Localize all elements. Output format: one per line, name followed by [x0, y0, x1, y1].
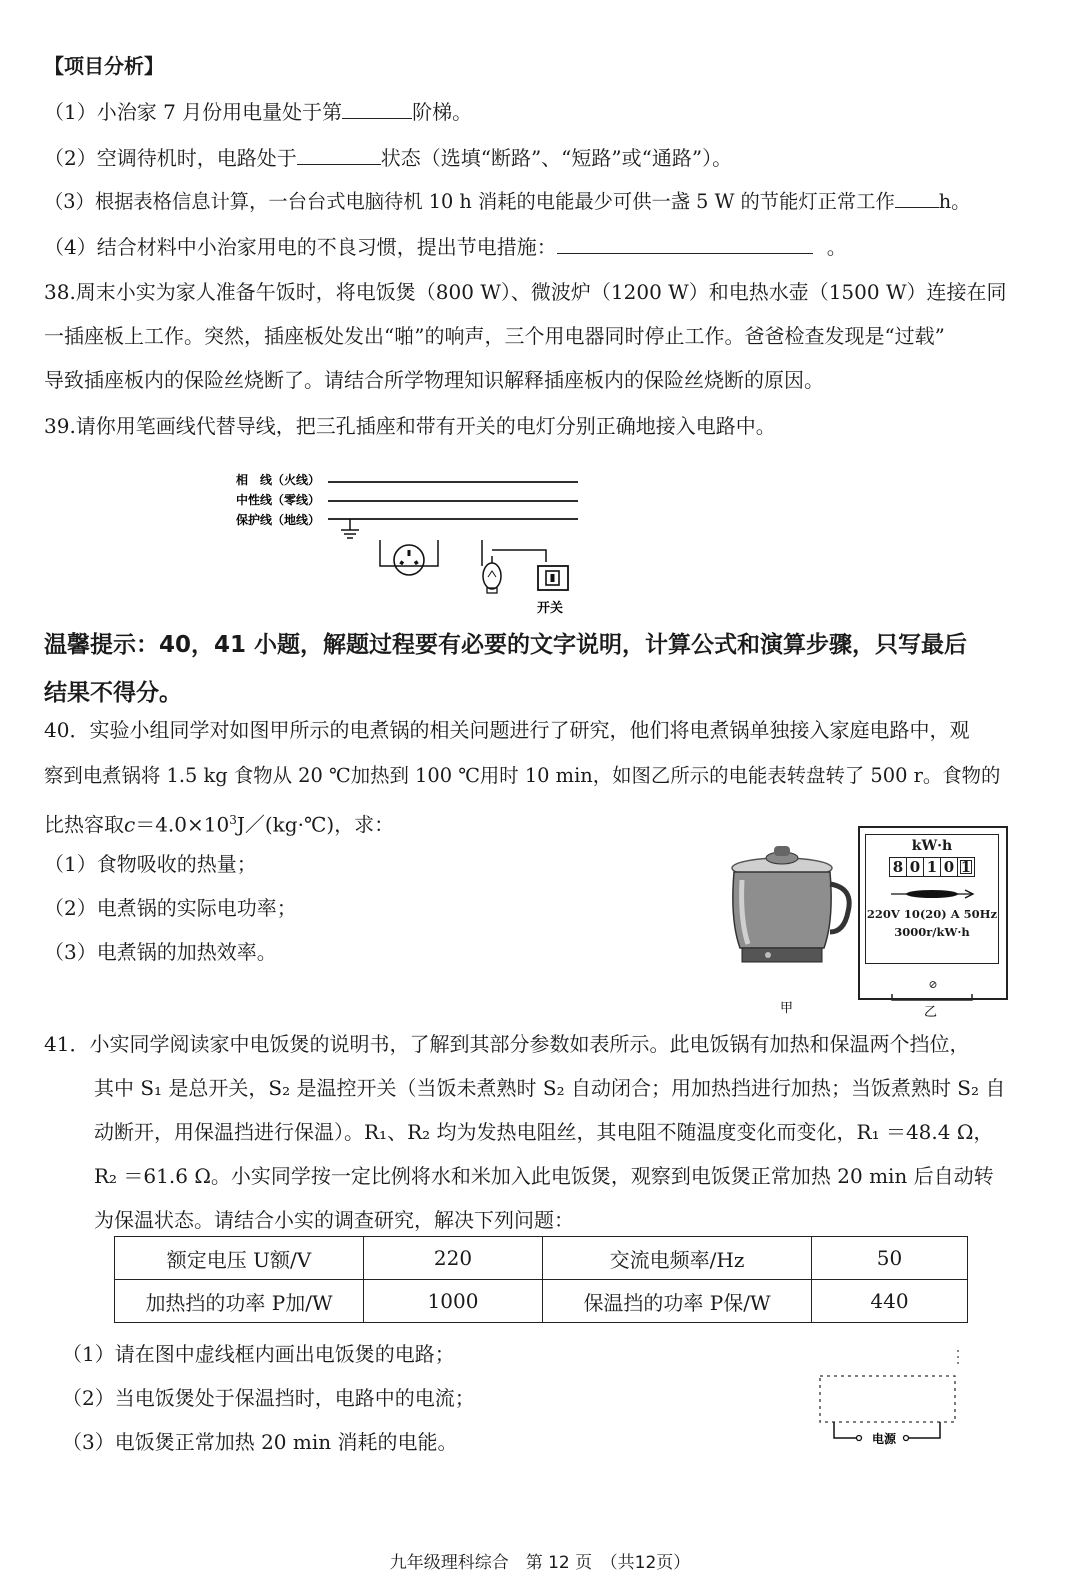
q40-sub3: （3）电煮锅的加热效率。: [44, 940, 277, 964]
q41-line1: 41．小实同学阅读家中电饭煲的说明书，了解到其部分参数如表所示。此电饭锅有加热和保温两个挡位，: [44, 1032, 970, 1056]
section-title: 【项目分析】: [44, 54, 164, 78]
tip-line1: 温馨提示：40，41 小题，解题过程要有必要的文字说明，计算公式和演算步骤，只写最后: [44, 632, 968, 658]
meter-base-figure: [890, 994, 974, 1022]
q37-part1-text: （1）小治家 7 月份用电量处于第: [44, 100, 343, 124]
q41-line4: R₂ ＝61.6 Ω。小实同学按一定比例将水和米加入此电饭煲，观察到电饭煲正常加热 20 min 后自动转: [94, 1164, 994, 1188]
figure-a-label: 甲: [780, 1001, 794, 1016]
q37-part1-suffix: 阶梯。: [412, 100, 473, 124]
q37-part3-suffix: h。: [938, 190, 971, 213]
meter-digit-decimal: 1: [958, 858, 974, 876]
parameter-table: [114, 1236, 968, 1323]
q38-line2: 一插座板上工作。突然，插座板处发出“啪”的响声，三个用电器同时停止工作。爸爸检查发现是“过载”: [44, 324, 945, 348]
q37-part4: [44, 233, 1050, 261]
page-footer: 九年级理科综合 第 12 页 （共12页）: [389, 1553, 691, 1573]
q41-line5: 为保温状态。请结合小实的调查研究，解决下列问题：: [94, 1208, 574, 1232]
q40-c-exponent: 3: [229, 813, 237, 827]
q37-part4-text: （4）结合材料中小治家用电的不良习惯，提出节电措施：: [44, 235, 557, 259]
live-wire-label: 相 线（火线）: [236, 473, 321, 487]
dashed-drawing-frame[interactable]: [820, 1376, 955, 1422]
figure-b-label: 乙: [924, 1005, 938, 1020]
q40-line3-text: 比热容取: [44, 812, 124, 837]
table-row: [115, 1237, 968, 1280]
q40-sub1: （1）食物吸收的热量；: [44, 852, 257, 876]
three-hole-socket-icon[interactable]: [380, 540, 438, 575]
meter-digit: 1: [924, 858, 941, 876]
table-cell: 额定电压 U额/V: [115, 1237, 364, 1280]
circuit-drawing-box[interactable]: [810, 1346, 970, 1456]
q40-sub2: （2）电煮锅的实际电功率；: [44, 896, 297, 920]
q37-part2-text: （2）空调待机时，电路处于: [44, 146, 297, 170]
ground-wire-label: 保护线（地线）: [236, 513, 321, 527]
table-cell: 50: [812, 1237, 968, 1280]
q37-part1: [44, 98, 1050, 126]
electric-pot-icon: [732, 846, 849, 962]
q41-line3: 动断开，用保温挡进行保温）。R₁、R₂ 均为发热电阻丝，其电阻不随温度变化而变化，R₁ ＝48.4 Ω，: [94, 1120, 994, 1144]
meter-constant: 3000r/kW·h: [894, 925, 970, 939]
q37-part3: [44, 188, 1050, 216]
light-bulb-icon[interactable]: [482, 540, 546, 593]
neutral-wire-label: 中性线（零线）: [236, 493, 321, 507]
energy-meter: [858, 826, 1008, 1000]
q41-line2: 其中 S₁ 是总开关，S₂ 是温控开关（当饭未煮熟时 S₂ 自动闭合；用加热挡进行加热；当饭煮熟时 S₂ 自: [94, 1076, 1006, 1100]
meter-digit: 0: [907, 858, 924, 876]
q37-part2-suffix: 状态（选填“断路”、“短路”或“通路”）。: [380, 146, 733, 170]
q40-c-unit: J／(kg·℃)，求：: [236, 812, 395, 837]
table-cell: 440: [812, 1280, 968, 1323]
q40-line1: 40．实验小组同学对如图甲所示的电煮锅的相关问题进行了研究，他们将电煮锅单独接入家庭电路中，观: [44, 718, 970, 742]
q41-sub1: （1）请在图中虚线框内画出电饭煲的电路；: [62, 1342, 455, 1366]
table-cell: 保温挡的功率 P保/W: [543, 1280, 812, 1323]
table-cell: 加热挡的功率 P加/W: [115, 1280, 364, 1323]
q37-part3-text: （3）根据表格信息计算，一台台式电脑待机 10 h 消耗的电能最少可供一盏 5 W 的节能灯正常工作: [44, 190, 895, 213]
meter-rating: 220V 10(20) A 50Hz: [866, 907, 998, 921]
meter-digits: [889, 857, 975, 877]
power-supply-label: 电源: [872, 1432, 897, 1446]
tip-line2: 结果不得分。: [44, 680, 182, 706]
q37-part2: [44, 144, 1050, 172]
wiring-diagram: [230, 466, 590, 616]
terminal-icon: [857, 1436, 862, 1441]
answer-blank[interactable]: [895, 189, 939, 208]
answer-blank[interactable]: [557, 235, 813, 254]
meter-digit: 0: [941, 858, 958, 876]
answer-blank[interactable]: [342, 100, 412, 119]
meter-screw-icon: ⊘: [928, 978, 938, 991]
meter-unit: kW·h: [911, 838, 953, 854]
switch-label: 开关: [537, 601, 564, 616]
electric-pot-figure: [722, 840, 858, 1022]
meter-disc-icon: [889, 887, 975, 901]
terminal-icon: [904, 1436, 909, 1441]
q37-part4-suffix: 。: [826, 235, 847, 259]
earth-ground-icon: [341, 519, 359, 538]
table-cell: 交流电频率/Hz: [543, 1237, 812, 1280]
q40-c-value: ＝4.0×10: [135, 812, 230, 837]
q41-sub3: （3）电饭煲正常加热 20 min 消耗的电能。: [62, 1430, 458, 1454]
answer-blank[interactable]: [297, 146, 381, 165]
q39-text: 39.请你用笔画线代替导线，把三孔插座和带有开关的电灯分别正确地接入电路中。: [44, 414, 776, 438]
table-row: [115, 1280, 968, 1323]
table-cell: 220: [364, 1237, 543, 1280]
q38-line3: 导致插座板内的保险丝烧断了。请结合所学物理知识解释插座板内的保险丝烧断的原因。: [44, 368, 824, 392]
meter-digit: 8: [890, 858, 907, 876]
table-cell: 1000: [364, 1280, 543, 1323]
q40-line2: 察到电煮锅将 1.5 kg 食物从 20 ℃加热到 100 ℃用时 10 min，如图乙所示的电能表转盘转了 500 r。食物的: [44, 764, 1001, 787]
wall-switch-icon[interactable]: [538, 566, 568, 590]
c-symbol: c: [124, 812, 136, 837]
q41-sub2: （2）当电饭煲处于保温挡时，电路中的电流；: [62, 1386, 475, 1410]
q38-line1: 38.周末小实为家人准备午饭时，将电饭煲（800 W）、微波炉（1200 W）和电热水壶（1500 W）连接在同: [44, 280, 1007, 304]
